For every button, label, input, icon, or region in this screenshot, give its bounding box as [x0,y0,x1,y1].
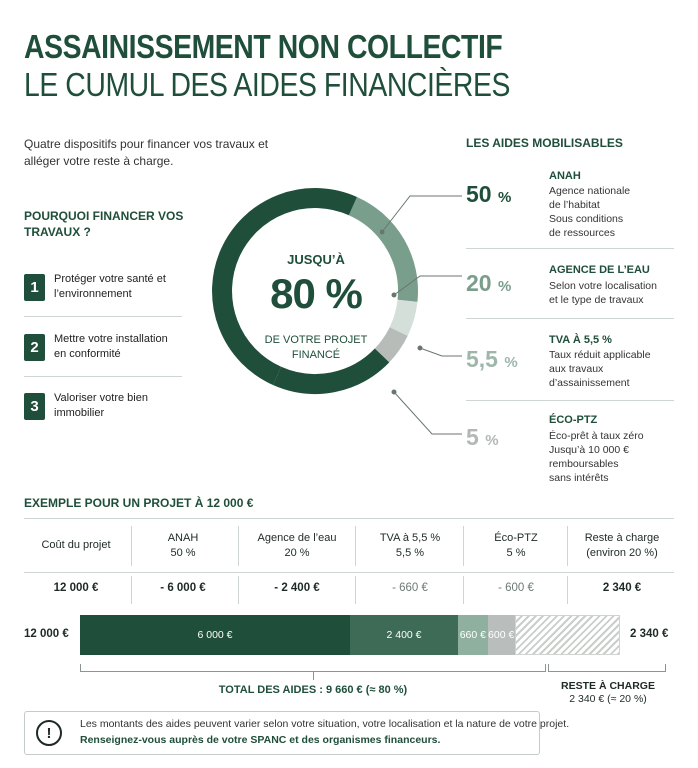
aid-name-anah: ANAH [549,170,581,182]
aid-desc-line: aux travaux [549,363,604,375]
aid-desc-line: Jusqu’à 10 000 € [549,444,629,456]
column-divider [463,526,464,566]
why-number: 2 [24,334,45,361]
why-item-2 [24,322,182,372]
aid-desc-line: remboursables [549,458,619,470]
aid-percent-value: 5,5 [466,346,498,372]
table-value-cost: 12 000 € [53,582,99,594]
header-line: 5,5 % [395,547,425,559]
bar-segment-ecoptz [488,615,515,655]
aid-percent-unit: % [504,354,518,371]
aid-percent-value: 50 [466,181,492,207]
connector-dot [418,346,422,350]
column-divider [355,526,356,566]
bracket-tick [313,672,314,680]
donut-value: 80 % [270,270,362,317]
table-top-border [24,518,674,519]
table-value-anah: - 6 000 € [160,582,206,594]
column-divider [567,576,568,604]
table-value-agence: - 2 400 € [274,582,320,594]
bar-right-label: 2 340 € [630,628,669,640]
table-header-cell [30,538,122,553]
aid-name-ecoptz: ÉCO-PTZ [549,414,598,426]
why-text: Mettre votre installation en conformité [54,333,168,360]
donut-caption-bottom: DE VOTRE PROJET FINANCÉ [264,334,368,361]
aid-desc-line: et le type de travaux [549,294,644,306]
connector-dot [380,230,384,234]
bar-segment-tva [458,615,488,655]
aid-desc-line: Agence nationale [549,185,631,197]
aid-desc-line: Taux réduit applicable [549,349,651,361]
intro-text: Quatre dispositifs pour financer vos travaux et alléger votre reste à charge. [24,137,269,168]
table-header-cell [137,531,229,561]
aid-percent-tva [466,346,540,373]
aid-percent-agence [466,270,540,297]
reste-title: RESTE À CHARGE [561,680,655,692]
divider [24,316,182,317]
aid-desc-tva [549,348,679,390]
aid-desc-line: Selon votre localisation [549,280,657,292]
why-number: 3 [24,393,45,420]
page-title: ASSAINISSEMENT NON COLLECTIF [24,28,503,65]
total-bracket [80,664,546,672]
header-line: (environ 20 %) [586,547,658,559]
aid-desc-line: Sous conditions [549,213,624,225]
why-text: Valoriser votre bien immobilier [54,392,148,419]
total-aides: TOTAL DES AIDES : 9 660 € (≈ 80 %) [218,684,408,696]
column-divider [567,526,568,566]
bar-left-label: 12 000 € [24,628,69,640]
table-value-ecoptz: - 600 € [498,582,534,594]
divider [466,400,674,401]
aid-desc-line: d’assainissement [549,377,630,389]
column-divider [355,576,356,604]
header-line: Éco-PTZ [494,532,538,544]
bar-segment-label: 660 € [459,629,486,641]
aid-percent-value: 20 [466,270,492,296]
divider [24,376,182,377]
donut-caption-top: JUSQU’À [287,252,345,267]
bar-segment-label: 2 400 € [386,629,422,641]
header-line: 5 % [506,547,526,559]
aid-percent-ecoptz [466,424,540,451]
connector-dot [392,293,396,297]
aid-desc-line: sans intérêts [549,472,609,484]
why-title: POURQUOI FINANCER VOS TRAVAUX ? [24,209,184,239]
reste-value: 2 340 € (≈ 20 %) [569,693,647,705]
bar-segment-agence [350,615,458,655]
aid-desc-line: de ressources [549,227,615,239]
table-header-cell [468,531,564,561]
header-line: 20 % [284,547,310,559]
connector-dot [392,390,396,394]
aid-desc-anah [549,184,679,240]
header-line: 50 % [170,547,196,559]
column-divider [238,576,239,604]
why-text: Protéger votre santé et l’environnement [54,273,166,300]
connector-tva [420,348,462,356]
aid-name-tva: TVA À 5,5 % [549,334,612,346]
aid-desc-line: de l’habitat [549,199,600,211]
table-header-cell [572,531,672,561]
aid-percent-value: 5 [466,424,479,450]
table-header-cell [360,531,460,561]
table-value-reste: 2 340 € [602,582,642,594]
aid-percent-anah [466,181,540,208]
why-item-1 [24,262,182,312]
why-item-3 [24,381,182,431]
aides-title: LES AIDES MOBILISABLES [466,136,623,150]
aid-desc-ecoptz [549,429,679,485]
aid-percent-unit: % [497,189,512,206]
exclamation-icon: ! [36,720,62,746]
note-call-to-action: Renseignez-vous auprès de votre SPANC et des organismes financeurs. [80,734,441,746]
table-header-cell [243,531,351,561]
column-divider [131,576,132,604]
column-divider [238,526,239,566]
aid-percent-unit: % [485,432,499,449]
bar-segment-reste [515,615,620,655]
example-title: EXEMPLE POUR UN PROJET À 12 000 € [24,496,254,510]
connector-ecoptz [394,392,462,434]
header-line: TVA à 5,5 % [379,532,441,544]
divider [466,318,674,319]
page-subtitle: LE CUMUL DES AIDES FINANCIÈRES [24,66,510,103]
aid-desc-agence [549,279,679,307]
connector-agence [394,276,462,295]
bar-segment-label: 6 000 € [197,629,233,641]
bar-segment-label: 600 € [488,629,515,641]
connector-lines [380,180,470,440]
why-number: 1 [24,274,45,301]
column-divider [131,526,132,566]
bar-segment-anah [80,615,350,655]
header-line: ANAH [167,532,199,544]
column-divider [463,576,464,604]
divider [466,248,674,249]
aid-name-agence: AGENCE DE L’EAU [549,264,650,276]
header-line: Reste à charge [584,532,660,544]
header-line: Coût du projet [41,539,111,551]
reste-bracket [548,664,666,672]
table-value-tva: - 660 € [392,582,428,594]
table-mid-border [24,572,674,573]
aid-percent-unit: % [497,278,512,295]
header-line: Agence de l’eau [257,532,337,544]
connector-anah [382,196,462,232]
note-text: Les montants des aides peuvent varier selon votre situation, votre localisation et la nature de votre projet. [80,718,570,730]
aid-desc-line: Éco-prêt à taux zéro [549,430,644,442]
